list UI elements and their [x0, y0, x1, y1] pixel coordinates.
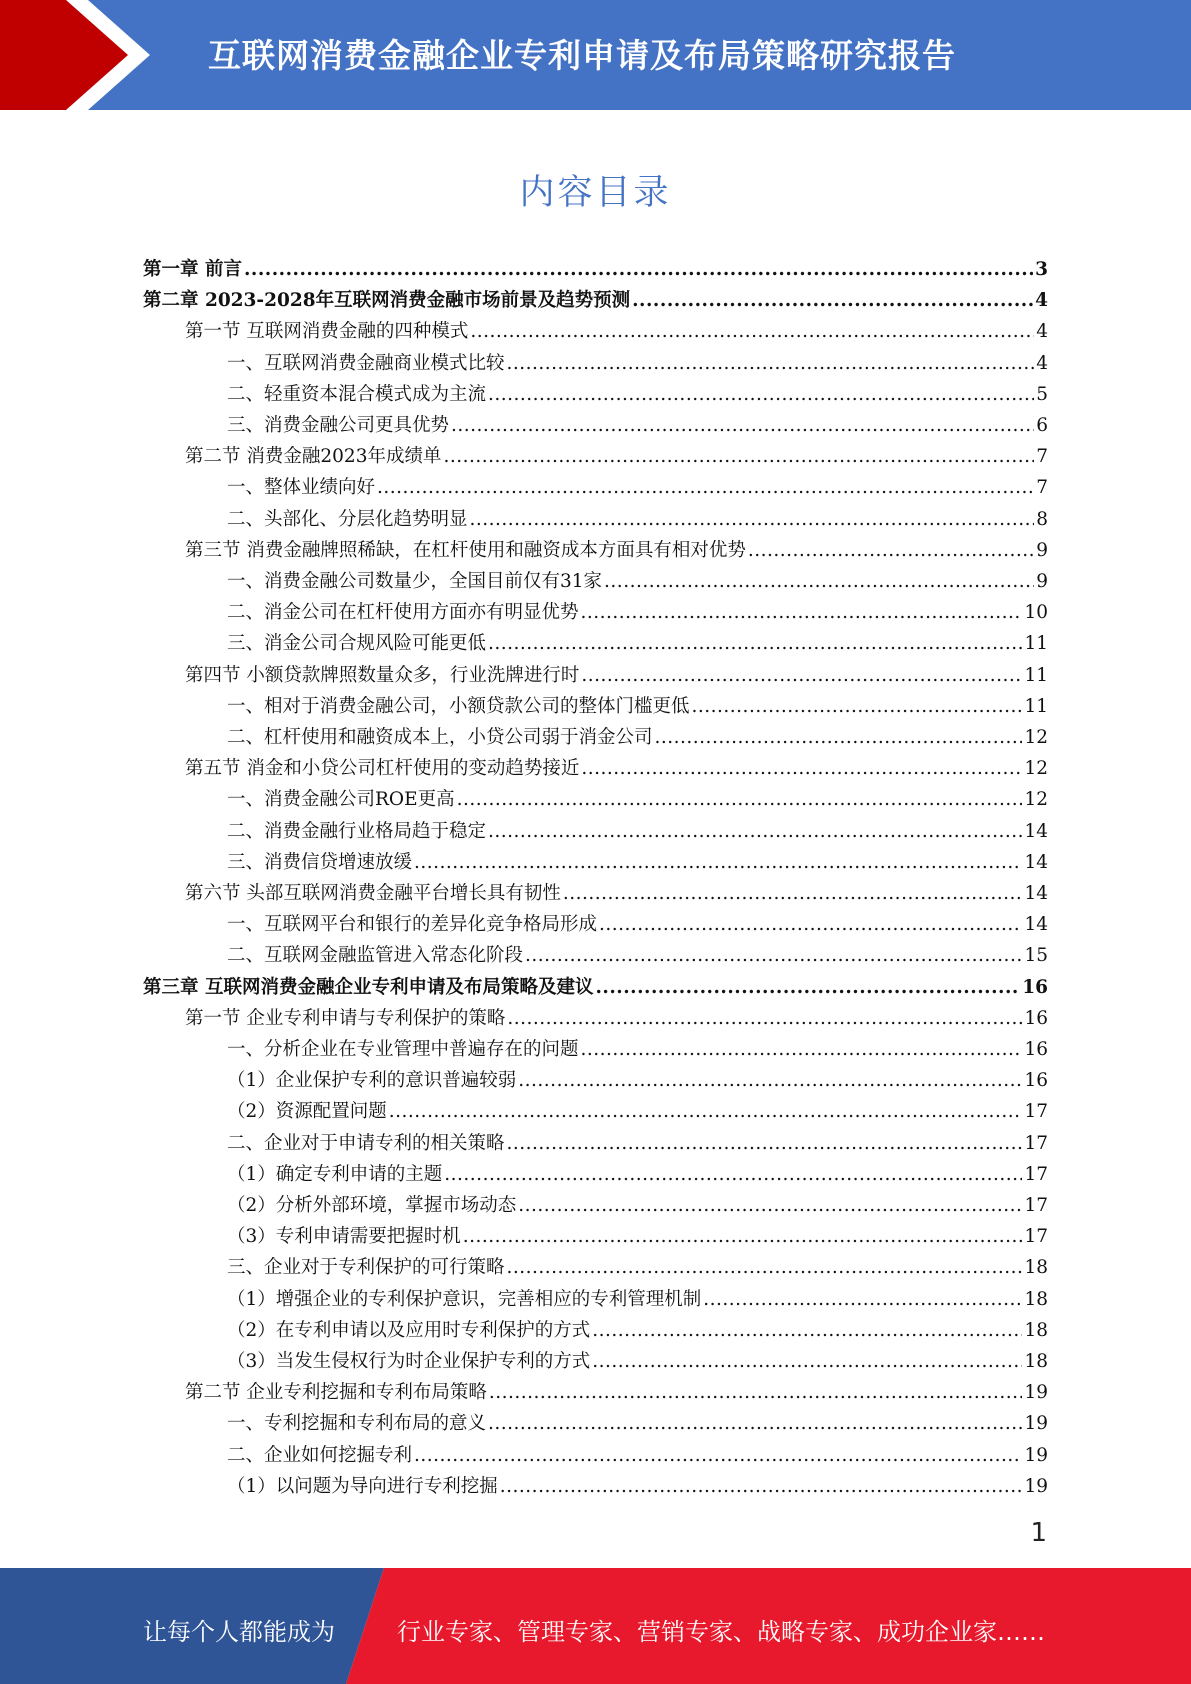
- toc-leader-dots: [443, 441, 1034, 472]
- toc-entry-label: 第三章 互联网消费金融企业专利申请及布局策略及建议: [143, 976, 594, 998]
- footer-banner: [0, 1568, 1191, 1684]
- toc-entry-label: 第一章 前言: [143, 259, 242, 280]
- toc-entry[interactable]: [227, 472, 1048, 503]
- toc-entry-page: 9: [1036, 539, 1048, 561]
- toc-leader-dots: [595, 972, 1020, 1003]
- toc-leader-dots: [581, 753, 1022, 784]
- toc-entry-page: 17: [1024, 1226, 1048, 1248]
- toc-entry-label: （1）确定专利申请的主题: [227, 1163, 443, 1185]
- toc-leader-dots: [414, 1440, 1022, 1471]
- toc-entry[interactable]: [227, 1221, 1048, 1252]
- toc-entry[interactable]: [227, 1315, 1048, 1346]
- report-title: 互联网消费金融企业专利申请及布局策略研究报告: [208, 36, 956, 75]
- toc-entry-label: 第五节 消金和小贷公司杠杆使用的变动趋势接近: [185, 758, 580, 780]
- toc-leader-dots: [599, 909, 1022, 940]
- toc-entry-label: 第一节 企业专利申请与专利保护的策略: [185, 1007, 506, 1029]
- toc-leader-dots: [488, 816, 1022, 847]
- toc-leader-dots: [581, 597, 1023, 628]
- toc-entry-page: 16: [1024, 1039, 1048, 1060]
- toc-entry[interactable]: [227, 348, 1048, 379]
- toc-leader-dots: [488, 628, 1022, 659]
- toc-entry-label: 一、整体业绩向好: [227, 477, 376, 499]
- toc-entry-page: 7: [1036, 477, 1048, 499]
- toc-entry[interactable]: [185, 441, 1048, 472]
- toc-leader-dots: [632, 285, 1033, 316]
- toc-entry-label: 一、互联网消费金融商业模式比较: [227, 352, 505, 374]
- toc-leader-dots: [507, 1128, 1023, 1159]
- toc-entry-label: 第一节 互联网消费金融的四种模式: [185, 321, 469, 343]
- toc-entry-page: 17: [1024, 1163, 1048, 1185]
- toc-entry-label: 二、消费金融行业格局趋于稳定: [227, 820, 487, 842]
- toc-entry-page: 18: [1024, 1319, 1048, 1341]
- toc-entry-label: 一、分析企业在专业管理中普遍存在的问题: [227, 1039, 579, 1060]
- toc-entry[interactable]: [185, 660, 1048, 691]
- toc-entry-page: 19: [1024, 1413, 1048, 1435]
- toc-entry[interactable]: [227, 410, 1048, 441]
- toc-entry-label: （2）资源配置问题: [227, 1101, 387, 1123]
- toc-entry-page: 12: [1024, 758, 1048, 780]
- toc-leader-dots: [518, 1190, 1022, 1221]
- toc-entry[interactable]: [185, 1377, 1048, 1408]
- toc-entry[interactable]: [227, 1065, 1048, 1096]
- toc-entry-page: 16: [1024, 1007, 1048, 1029]
- toc-entry[interactable]: [227, 691, 1048, 722]
- toc-entry-page: 19: [1024, 1382, 1048, 1404]
- toc-entry[interactable]: [185, 535, 1048, 566]
- toc-entry-page: 7: [1036, 446, 1048, 468]
- toc-entry[interactable]: [227, 504, 1048, 535]
- toc-leader-dots: [581, 1034, 1023, 1065]
- toc-entry-page: 18: [1024, 1288, 1048, 1310]
- toc-leader-dots: [457, 784, 1023, 815]
- toc-entry-page: 9: [1036, 571, 1048, 592]
- toc-entry-label: 第二节 企业专利挖掘和专利布局策略: [185, 1382, 487, 1404]
- toc-entry-label: （1）增强企业的专利保护意识，完善相应的专利管理机制: [227, 1288, 702, 1310]
- toc-entry[interactable]: [227, 597, 1048, 628]
- header-banner: [0, 0, 1191, 110]
- toc-entry[interactable]: [227, 628, 1048, 659]
- toc-entry[interactable]: [227, 1440, 1048, 1471]
- toc-entry-label: 二、轻重资本混合模式成为主流: [227, 383, 487, 405]
- toc-entry[interactable]: [227, 1128, 1048, 1159]
- toc-entry[interactable]: [227, 784, 1048, 815]
- toc-entry-label: （3）专利申请需要把握时机: [227, 1226, 461, 1248]
- toc-leader-dots: [655, 722, 1023, 753]
- toc-entry[interactable]: [185, 1003, 1048, 1034]
- toc-entry-label: 二、企业对于申请专利的相关策略: [227, 1132, 505, 1154]
- toc-entry-page: 16: [1024, 1070, 1048, 1092]
- toc-leader-dots: [470, 504, 1035, 535]
- toc-entry-page: 11: [1024, 664, 1048, 686]
- toc-leader-dots: [581, 660, 1022, 691]
- toc-leader-dots: [525, 940, 1022, 971]
- toc-entry[interactable]: [227, 1408, 1048, 1439]
- toc-entry-page: 17: [1024, 1132, 1048, 1154]
- toc-entry-page: 11: [1024, 695, 1048, 717]
- toc-entry[interactable]: [227, 847, 1048, 878]
- toc-chapter-entry[interactable]: [143, 972, 1048, 1003]
- toc-entry-page: 15: [1024, 945, 1048, 967]
- toc-entry-page: 6: [1036, 415, 1048, 436]
- toc-entry-label: 第二节 消费金融2023年成绩单: [185, 446, 442, 468]
- toc-entry[interactable]: [227, 379, 1048, 410]
- toc-entry-page: 14: [1024, 914, 1048, 936]
- toc-entry-page: 16: [1022, 976, 1048, 998]
- toc-entry-label: （1）以问题为导向进行专利挖掘: [227, 1475, 498, 1497]
- toc-leader-dots: [377, 472, 1034, 503]
- toc-entry-label: （1）企业保护专利的意识普遍较弱: [227, 1070, 517, 1092]
- toc-entry[interactable]: [227, 1252, 1048, 1283]
- toc-chapter-entry[interactable]: [143, 254, 1048, 285]
- toc-entry-page: 19: [1024, 1475, 1048, 1497]
- toc-entry-label: 一、相对于消费金融公司，小额贷款公司的整体门槛更低: [227, 695, 690, 717]
- toc-leader-dots: [463, 1221, 1023, 1252]
- toc-entry[interactable]: [227, 1346, 1048, 1377]
- toc-leader-dots: [703, 1284, 1022, 1315]
- toc-entry-label: 一、专利挖掘和专利布局的意义: [227, 1413, 487, 1435]
- toc-entry-label: 第二章 2023-2028年互联网消费金融市场前景及趋势预测: [143, 290, 631, 312]
- toc-leader-dots: [451, 410, 1034, 441]
- footer-slogan-right: 行业专家、管理专家、营销专家、战略专家、成功企业家……: [397, 1618, 1045, 1646]
- page-number: 1: [1030, 1518, 1047, 1548]
- toc-entry-page: 19: [1024, 1444, 1048, 1466]
- toc-entry[interactable]: [185, 878, 1048, 909]
- toc-entry-label: 三、消金公司合规风险可能更低: [227, 633, 487, 655]
- toc-entry-page: 18: [1024, 1257, 1048, 1279]
- toc-entry-label: 三、消费金融公司更具优势: [227, 415, 450, 436]
- toc-leader-dots: [692, 691, 1023, 722]
- toc-entry[interactable]: [227, 1159, 1048, 1190]
- toc-leader-dots: [488, 379, 1034, 410]
- toc-entry[interactable]: [227, 722, 1048, 753]
- toc-entry-label: 二、互联网金融监管进入常态化阶段: [227, 945, 524, 967]
- toc-leader-dots: [244, 254, 1033, 285]
- toc-entry[interactable]: [227, 566, 1048, 597]
- toc-entry-page: 12: [1024, 789, 1048, 811]
- toc-entry-label: 二、消金公司在杠杆使用方面亦有明显优势: [227, 602, 579, 624]
- toc-entry[interactable]: [227, 1034, 1048, 1065]
- toc-entry-label: 一、互联网平台和银行的差异化竞争格局形成: [227, 914, 598, 936]
- toc-entry-label: （2）分析外部环境，掌握市场动态: [227, 1195, 517, 1216]
- toc-entry[interactable]: [227, 1471, 1048, 1502]
- toc-entry-label: 二、杠杆使用和融资成本上，小贷公司弱于消金公司: [227, 727, 653, 748]
- toc-entry-page: 3: [1035, 259, 1048, 280]
- toc-entry[interactable]: [185, 753, 1048, 784]
- toc-chapter-entry[interactable]: [143, 285, 1048, 316]
- toc-leader-dots: [389, 1096, 1023, 1127]
- toc-leader-dots: [518, 1065, 1022, 1096]
- toc-entry-label: 一、消费金融公司ROE更高: [227, 789, 455, 811]
- toc-entry-label: 一、消费金融公司数量少，全国目前仅有31家: [227, 571, 603, 592]
- toc-entry-page: 8: [1036, 508, 1048, 530]
- toc-entry-label: 三、企业对于专利保护的可行策略: [227, 1257, 505, 1279]
- toc-entry-page: 12: [1024, 727, 1048, 748]
- toc-entry-label: （2）在专利申请以及应用时专利保护的方式: [227, 1319, 591, 1341]
- toc-entry-page: 17: [1024, 1195, 1048, 1216]
- toc-leader-dots: [489, 1377, 1023, 1408]
- toc-leader-dots: [507, 1003, 1022, 1034]
- toc-entry[interactable]: [227, 1284, 1048, 1315]
- toc-leader-dots: [592, 1346, 1022, 1377]
- toc-leader-dots: [500, 1471, 1023, 1502]
- toc-entry-label: 第三节 消费金融牌照稀缺，在杠杆使用和融资成本方面具有相对优势: [185, 539, 746, 561]
- toc-entry-page: 10: [1024, 602, 1048, 624]
- toc-entry-page: 4: [1036, 352, 1048, 374]
- toc-leader-dots: [444, 1159, 1022, 1190]
- toc-entry-label: （3）当发生侵权行为时企业保护专利的方式: [227, 1351, 591, 1372]
- toc-leader-dots: [470, 316, 1034, 347]
- toc-entry[interactable]: [227, 940, 1048, 971]
- toc-entry[interactable]: [185, 316, 1048, 347]
- toc-entry-label: 第六节 头部互联网消费金融平台增长具有韧性: [185, 883, 561, 904]
- footer-slogan-left: 让每个人都能成为: [143, 1618, 335, 1646]
- toc-entry-page: 14: [1024, 883, 1048, 904]
- toc-leader-dots: [604, 566, 1034, 597]
- toc-entry-page: 5: [1036, 383, 1048, 405]
- toc-entry-page: 18: [1024, 1351, 1048, 1372]
- toc-entry[interactable]: [227, 816, 1048, 847]
- toc-leader-dots: [563, 878, 1023, 909]
- toc-entry-page: 11: [1024, 633, 1048, 655]
- toc-leader-dots: [414, 847, 1022, 878]
- toc-leader-dots: [507, 348, 1035, 379]
- toc-entry-label: 第四节 小额贷款牌照数量众多，行业洗牌进行时: [185, 664, 580, 686]
- toc-title: 内容目录: [519, 173, 672, 213]
- toc-entry-page: 4: [1035, 290, 1048, 312]
- toc-leader-dots: [507, 1252, 1023, 1283]
- header-arrow-icon: [0, 0, 160, 110]
- toc-leader-dots: [488, 1408, 1022, 1439]
- toc-entry-page: 14: [1024, 820, 1048, 842]
- toc-entry-label: 三、消费信贷增速放缓: [227, 851, 413, 873]
- toc-entry-page: 14: [1024, 851, 1048, 873]
- toc-entry-label: 二、企业如何挖掘专利: [227, 1444, 413, 1466]
- toc-entry-page: 17: [1024, 1101, 1048, 1123]
- toc-entry-page: 4: [1036, 321, 1048, 343]
- toc-leader-dots: [592, 1315, 1022, 1346]
- toc-leader-dots: [748, 535, 1034, 566]
- toc-entry[interactable]: [227, 1190, 1048, 1221]
- toc-entry-label: 二、头部化、分层化趋势明显: [227, 508, 468, 530]
- toc-entry[interactable]: [227, 909, 1048, 940]
- toc-entry[interactable]: [227, 1096, 1048, 1127]
